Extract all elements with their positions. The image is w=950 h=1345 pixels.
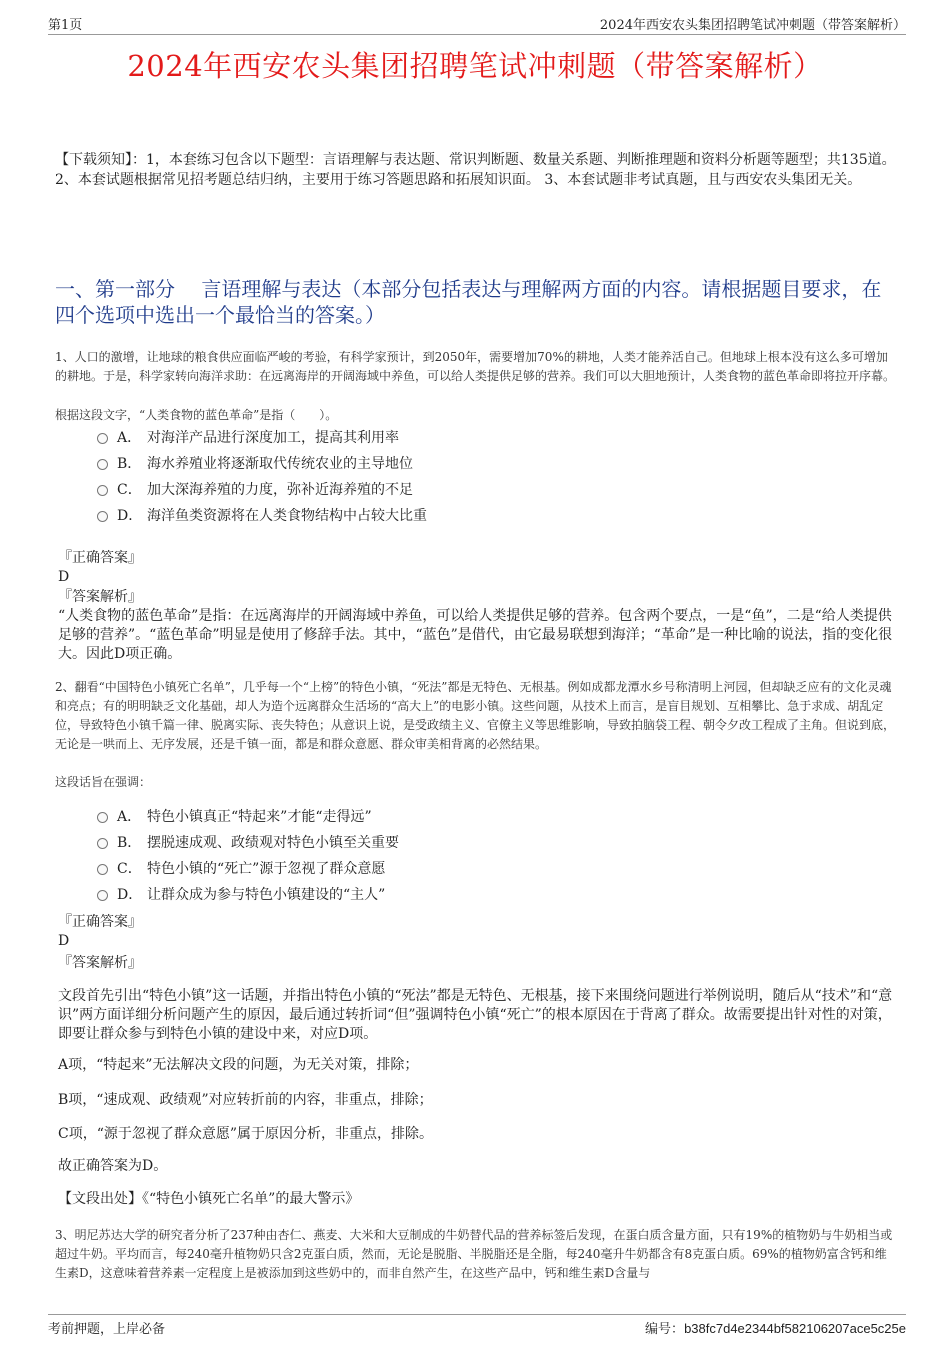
- radio-icon[interactable]: [97, 864, 108, 875]
- q1-prompt: 根据这段文字，“人类食物的蓝色革命”是指（ ）。: [55, 408, 338, 422]
- q1-option-b[interactable]: B． 海水养殖业将逐渐取代传统农业的主导地位: [97, 451, 797, 477]
- radio-icon[interactable]: [97, 433, 108, 444]
- radio-icon[interactable]: [97, 511, 108, 522]
- q2-option-d[interactable]: D． 让群众成为参与特色小镇建设的“主人”: [97, 882, 797, 908]
- section-heading: 一、第一部分 言语理解与表达（本部分包括表达与理解两方面的内容。请根据题目要求，在四个选项中选出一个最恰当的答案。）: [55, 277, 882, 327]
- q1-answer: D: [58, 569, 70, 585]
- q2-answer-label: 『正确答案』: [58, 914, 142, 930]
- q2-option-a[interactable]: A． 特色小镇真正“特起来”才能“走得远”: [97, 804, 797, 830]
- q1-stem: 1、人口的激增，让地球的粮食供应面临严峻的考验，有科学家预计，到2050年，需要增加70%的耕地，人类才能养活自己。但地球上根本没有这么多可增加的耕地。于是，科学家转向海洋求助：在远离海岸的开阔海域中养鱼，可以给人类提供足够的营养。我们可以大胆地预计，人类食物的蓝色革命即将拉开序幕。: [55, 350, 896, 383]
- q2-analysis-line-a: A项，“特起来”无法解决文段的问题，为无关对策，排除；: [58, 1057, 419, 1073]
- q1-analysis: “人类食物的蓝色革命”是指：在远离海岸的开阔海域中养鱼，可以给人类提供足够的营养。包含两个要点，一是“鱼”，二是“给人类提供足够的营养”。“蓝色革命”明显是使用了修辞手法。其中，“蓝色”是借代，由它最易联想到海洋；“革命”是一种比喻的说法，指的变化很大。因此D项正确。: [58, 608, 893, 662]
- q2-prompt: 这段话旨在强调：: [55, 775, 152, 789]
- radio-icon[interactable]: [97, 812, 108, 823]
- download-notice: 【下载须知】：1，本套练习包含以下题型：言语理解与表达题、常识判断题、数量关系题、判断推理题和资料分析题等题型；共135道。 2、本套试题根据常见招考题总结归纳，主要用于练习答题思路和拓展知识面。 3、本套试题非考试真题，且与西安农头集团无关。: [55, 152, 896, 188]
- q2-analysis-line-b: B项，“速成观、政绩观”对应转折前的内容，非重点，排除；: [58, 1092, 433, 1108]
- q1-option-c[interactable]: C． 加大深海养殖的力度，弥补近海养殖的不足: [97, 477, 797, 503]
- footer-code: 编号：b38fc7d4e2344bf582106207ace5c25e: [645, 1321, 906, 1337]
- q2-options: [97, 804, 797, 908]
- page-footer: [48, 1314, 906, 1335]
- radio-icon[interactable]: [97, 890, 108, 901]
- radio-icon[interactable]: [97, 838, 108, 849]
- footer-slogan: 考前押题，上岸必备: [48, 1322, 166, 1337]
- q1-option-d[interactable]: D． 海洋鱼类资源将在人类食物结构中占较大比重: [97, 503, 797, 529]
- page-number: 第1页: [48, 18, 83, 33]
- q2-analysis-label: 『答案解析』: [58, 955, 142, 971]
- q2-source: 【文段出处】《“特色小镇死亡名单”的最大警示》: [58, 1191, 360, 1207]
- radio-icon[interactable]: [97, 485, 108, 496]
- q1-analysis-label: 『答案解析』: [58, 589, 142, 605]
- q2-answer: D: [58, 933, 70, 949]
- q2-option-c[interactable]: C． 特色小镇的“死亡”源于忽视了群众意愿: [97, 856, 797, 882]
- page-title: 2024年西安农头集团招聘笔试冲刺题（带答案解析）: [127, 49, 823, 83]
- q1-option-a[interactable]: A． 对海洋产品进行深度加工，提高其利用率: [97, 425, 797, 451]
- q2-stem: 2、翻看“中国特色小镇死亡名单”，几乎每一个“上榜”的特色小镇，“死法”都是无特色、无根基。例如成都龙潭水乡号称清明上河园，但却缺乏应有的文化灵魂和亮点；有的明明缺乏文化基础，却人为造个远离群众生活场的“高大上”的电影小镇。这些问题，从技术上而言，是盲目规划、互相攀比、急于求成、胡乱定位，导致特色小镇千篇一律、脱离实际、丧失特色；从意识上说，是受政绩主义、官僚主义等思维影响，导致拍脑袋工程、朝令夕改工程成了主角。但说到底，无论是一哄而上、无序发展，还是千镇一面，都是和群众意愿、群众审美相背离的必然结果。: [55, 680, 896, 751]
- q3-stem: 3、明尼苏达大学的研究者分析了237种由杏仁、燕麦、大米和大豆制成的牛奶替代品的营养标签后发现，在蛋白质含量方面，只有19%的植物奶与牛奶相当或超过牛奶。平均而言，每240毫升植物奶只含2克蛋白质，然而，无论是脱脂、半脱脂还是全脂，每240毫升牛奶都含有8克蛋白质。69%的植物奶富含钙和维生素D，这意味着营养素一定程度上是被添加到这些奶中的，而非自然产生，在这些产品中，钙和维生素D含量与: [55, 1228, 893, 1280]
- q2-conclusion: 故正确答案为D。: [58, 1158, 168, 1174]
- q1-options: [97, 425, 797, 529]
- page-header: [48, 14, 906, 35]
- q2-analysis: 文段首先引出“特色小镇”这一话题，并指出特色小镇的“死法”都是无特色、无根基，接下来围绕问题进行举例说明，随后从“技术”和“意识”两方面详细分析问题产生的原因，最后通过转折词“但”强调特色小镇“死亡”的根本原因在于背离了群众。故需要提出针对性的对策，即要让群众参与到特色小镇的建设中来，对应D项。: [58, 988, 893, 1042]
- q2-option-b[interactable]: B． 摆脱速成观、政绩观对特色小镇至关重要: [97, 830, 797, 856]
- q2-analysis-line-c: C项，“源于忽视了群众意愿”属于原因分析，非重点，排除。: [58, 1126, 434, 1142]
- radio-icon[interactable]: [97, 459, 108, 470]
- header-doc-title: 2024年西安农头集团招聘笔试冲刺题（带答案解析）: [599, 18, 906, 33]
- q1-answer-label: 『正确答案』: [58, 550, 142, 566]
